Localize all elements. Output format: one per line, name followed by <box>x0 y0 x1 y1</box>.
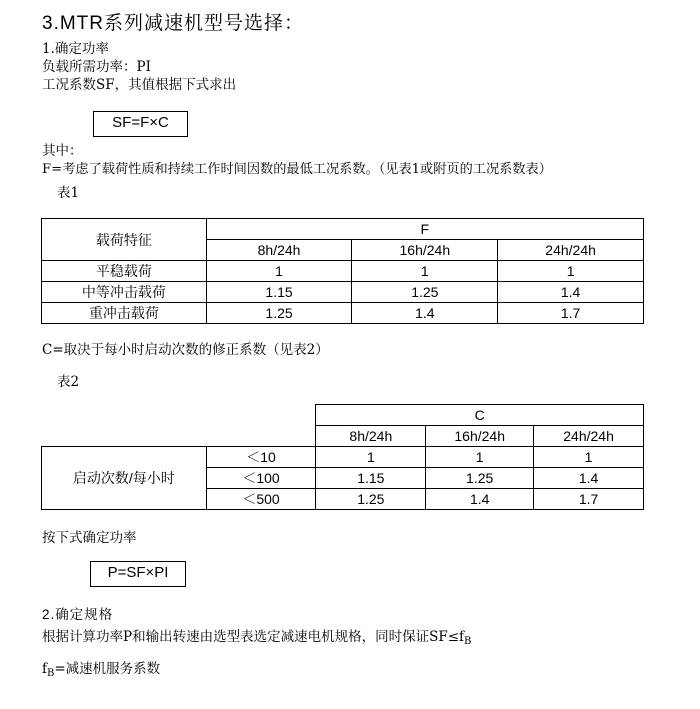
row-label: 重冲击载荷 <box>42 303 207 324</box>
cell-value: 1 <box>316 447 426 468</box>
cell-value: 1.4 <box>498 282 644 303</box>
table2-subheader: 8h/24h <box>316 426 426 447</box>
table2-header-c: C <box>316 405 644 426</box>
f-description: F=考虑了载荷性质和持续工作时间因数的最低工况系数。（见表1或附页的工况系数表） <box>42 162 552 177</box>
sf-formula-box <box>93 111 188 137</box>
table1-header-load: 载荷特征 <box>42 219 207 261</box>
row-label: 平稳载荷 <box>42 261 207 282</box>
cell-value: 1 <box>352 261 498 282</box>
cell-value: 1.4 <box>534 468 644 489</box>
table2-subheader: 24h/24h <box>534 426 644 447</box>
table2-empty-corner <box>42 405 316 447</box>
spec-selection-text: 根据计算功率P和输出转速由选型表选定减速电机规格，同时保证SF≤f <box>42 629 465 645</box>
fb-definition: =减速机服务系数 <box>54 661 161 677</box>
fb-symbol: f <box>42 661 47 677</box>
spec-selection-line <box>42 628 471 651</box>
cell-value: 1 <box>426 447 534 468</box>
power-formula: P=SF×PI <box>107 564 169 581</box>
row-label: ＜500 <box>206 489 316 510</box>
table1-subheader: 8h/24h <box>206 240 352 261</box>
cell-value: 1 <box>534 447 644 468</box>
service-factor-line: 工况系数SF，其值根据下式求出 <box>42 77 237 93</box>
sec1-title: 1.确定功率 <box>42 41 109 57</box>
table2-row-header: 启动次数/每小时 <box>42 447 207 510</box>
cell-value: 1 <box>498 261 644 282</box>
table-row <box>42 303 644 324</box>
cell-value: 1.25 <box>352 282 498 303</box>
table2 <box>41 404 644 510</box>
power-formula-intro: 按下式确定功率 <box>42 530 137 546</box>
cell-value: 1.4 <box>352 303 498 324</box>
cell-value: 1.25 <box>206 303 352 324</box>
cell-value: 1.25 <box>426 468 534 489</box>
c-description: C=取决于每小时启动次数的修正系数（见表2） <box>42 342 329 358</box>
sf-formula: SF=F×C <box>112 114 169 131</box>
load-power-line: 负载所需功率：PI <box>42 59 151 75</box>
table2-subheader: 16h/24h <box>426 426 534 447</box>
row-label: ＜10 <box>206 447 316 468</box>
cell-value: 1.25 <box>316 489 426 510</box>
cell-value: 1.15 <box>206 282 352 303</box>
cell-value: 1.4 <box>426 489 534 510</box>
table1-subheader: 24h/24h <box>498 240 644 261</box>
cell-value: 1.15 <box>316 468 426 489</box>
service-factor-definition <box>42 660 160 683</box>
row-label: 中等冲击载荷 <box>42 282 207 303</box>
table1-subheader: 16h/24h <box>352 240 498 261</box>
table-row <box>42 261 644 282</box>
row-label: ＜100 <box>206 468 316 489</box>
cell-value: 1.7 <box>498 303 644 324</box>
cell-value: 1.7 <box>534 489 644 510</box>
spec-selection-subscript: B <box>464 636 472 647</box>
where-label: 其中： <box>42 143 83 159</box>
table-row <box>42 282 644 303</box>
table2-label: 表2 <box>57 374 80 390</box>
table1-label: 表1 <box>57 185 80 201</box>
cell-value: 1 <box>206 261 352 282</box>
section-heading: 3.MTR系列减速机型号选择： <box>42 13 305 34</box>
table1-header-f: F <box>206 219 643 240</box>
fb-subscript: B <box>47 668 55 679</box>
table-row <box>42 447 644 468</box>
sec2-title: 2.确定规格 <box>42 607 114 622</box>
power-formula-box <box>90 561 186 587</box>
table1 <box>41 218 644 324</box>
